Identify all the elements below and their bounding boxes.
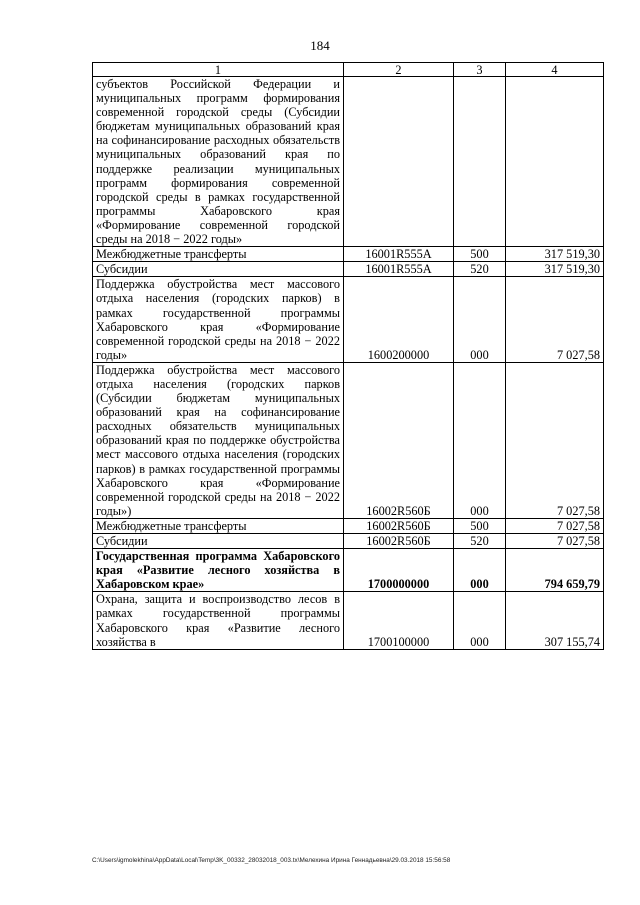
row-amount-cell [506,77,604,247]
row-type-cell: 000 [454,362,506,518]
row-amount-cell: 317 519,30 [506,262,604,277]
row-code-cell: 16001R555А [344,247,454,262]
page-number: 184 [310,38,330,53]
row-code-cell: 1700000000 [344,549,454,592]
row-name-cell: Поддержка обустройства мест массового отдыха населения (городских парков (Субсидии бюджетам муниципальных образований края на софинансирование расходных обязательств муниципальных образований края по поддержке обустройства мест массового отдыха населения (городских парков) в рамках государственной программы Хабаровского края «Формирование современной городской среды на 2018 − 2022 годы») [93,362,344,518]
table-row [93,77,604,247]
row-code-cell: 16002R560Б [344,362,454,518]
header-col-2: 2 [344,63,454,77]
table-row [93,592,604,649]
row-type-cell: 000 [454,549,506,592]
row-name-cell: Охрана, защита и воспроизводство лесов в рамках государственной программы Хабаровского края «Развитие лесного хозяйства в [93,592,344,649]
row-code-cell: 1700100000 [344,592,454,649]
table-row [93,247,604,262]
header-row [93,63,604,77]
table-row [93,277,604,363]
row-code-cell: 16002R560Б [344,534,454,549]
table-row [93,549,604,592]
row-amount-cell: 794 659,79 [506,549,604,592]
table-row [93,262,604,277]
row-type-cell: 500 [454,247,506,262]
row-amount-cell: 317 519,30 [506,247,604,262]
row-name-cell: Субсидии [93,534,344,549]
row-type-cell: 520 [454,262,506,277]
table-row [93,518,604,533]
row-code-cell: 16002R560Б [344,518,454,533]
row-name-cell: Субсидии [93,262,344,277]
row-name-cell: Поддержка обустройства мест массового отдыха населения (городских парков) в рамках государственной программы Хабаровского края «Формирование современной городской среды на 2018 − 2022 годы» [93,277,344,363]
row-code-cell [344,77,454,247]
row-name-cell: Межбюджетные трансферты [93,247,344,262]
table-row [93,534,604,549]
row-amount-cell: 7 027,58 [506,362,604,518]
row-type-cell: 000 [454,277,506,363]
row-amount-cell: 307 155,74 [506,592,604,649]
header-col-1: 1 [93,63,344,77]
budget-table [92,62,604,650]
row-type-cell: 520 [454,534,506,549]
header-col-3: 3 [454,63,506,77]
row-name-cell: субъектов Российской Федерации и муниципальных программ формирования современной городской среды (Субсидии бюджетам муниципальных образований края на софинансирование расходных обязательств муниципальных образований края по поддержке реализации муниципальных программ формирования современной городской среды в рамках государственной программы Хабаровского края «Формирование современной городской среды на 2018 − 2022 годы» [93,77,344,247]
table-row [93,362,604,518]
row-name-cell: Межбюджетные трансферты [93,518,344,533]
header-col-4: 4 [506,63,604,77]
row-type-cell [454,77,506,247]
row-amount-cell: 7 027,58 [506,534,604,549]
row-name-cell: Государственная программа Хабаровского края «Развитие лесного хозяйства в Хабаровском крае» [93,549,344,592]
row-amount-cell: 7 027,58 [506,518,604,533]
row-type-cell: 000 [454,592,506,649]
row-amount-cell: 7 027,58 [506,277,604,363]
row-type-cell: 500 [454,518,506,533]
file-path-footer: C:\Users\igmolekhina\AppData\Local\Temp\3K_00332_28032018_003.tx\Мелехина Ирина Геннадьевна\29.03.2018 15:56:58 [92,857,451,864]
table-body [93,77,604,650]
row-code-cell: 1600200000 [344,277,454,363]
row-code-cell: 16001R555А [344,262,454,277]
